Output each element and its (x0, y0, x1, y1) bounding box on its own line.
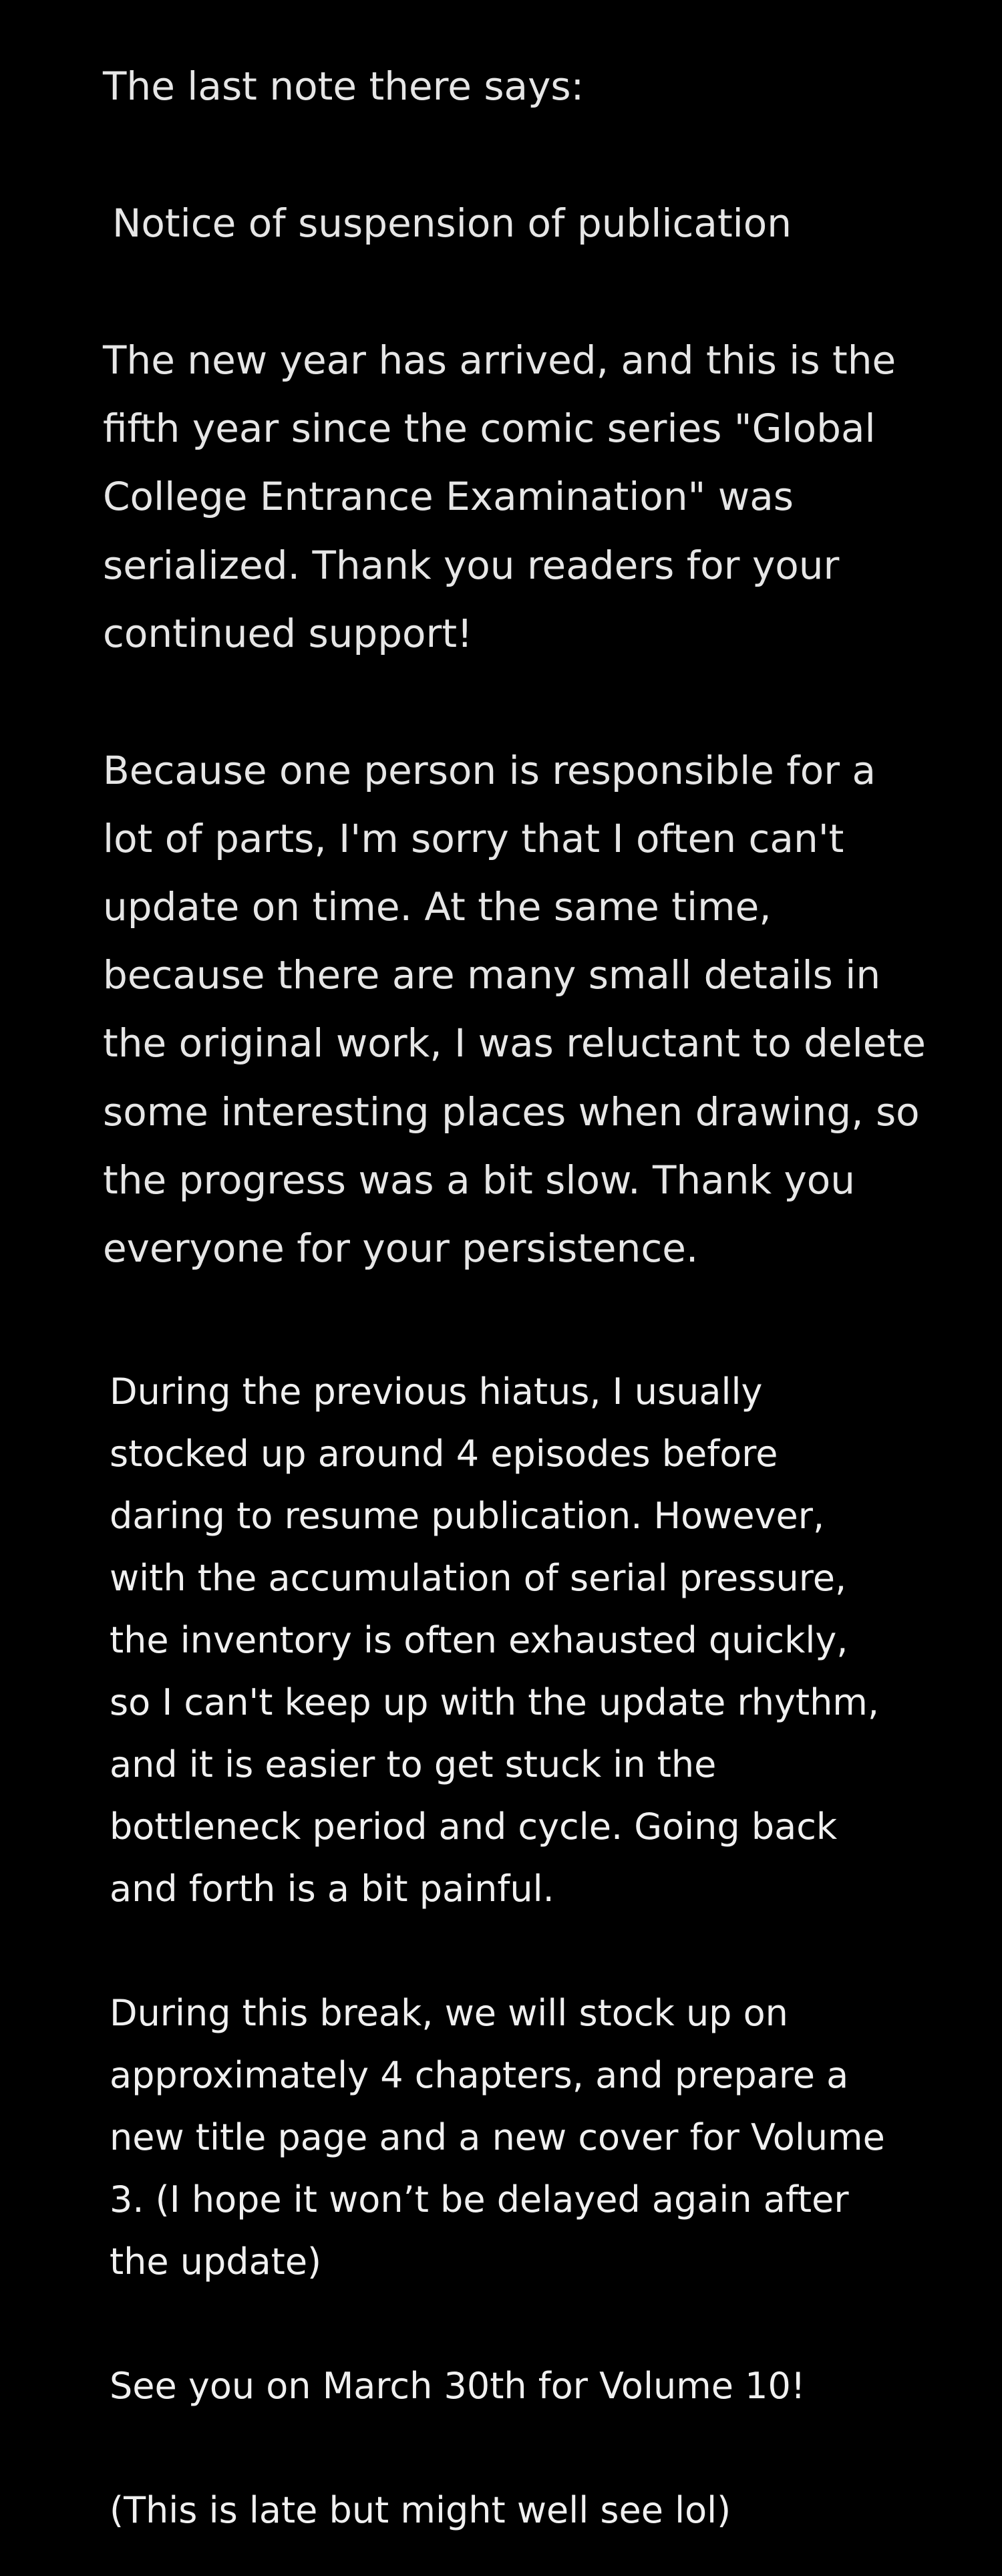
paragraph-2-line: lot of parts, I'm sorry that I often can't (103, 816, 844, 861)
paragraph-1-line: College Entrance Examination" was (103, 474, 794, 519)
paragraph-1-line: The new year has arrived, and this is the (103, 337, 896, 383)
paragraph-1-line: fifth year since the comic series "Global (103, 406, 876, 451)
paragraph-3-line: bottleneck period and cycle. Going back (110, 1806, 838, 1848)
paragraph-3-line: During the previous hiatus, I usually (110, 1371, 763, 1413)
paragraph-4-line: new title page and a new cover for Volume (110, 2116, 885, 2158)
paragraph-3-line: stocked up around 4 episodes before (110, 1433, 778, 1475)
paragraph-4-line: approximately 4 chapters, and prepare a (110, 2054, 849, 2096)
paragraph-2-line: update on time. At the same time, (103, 884, 772, 929)
closing-line: See you on March 30th for Volume 10! (110, 2365, 806, 2407)
paragraph-4-line: During this break, we will stock up on (110, 1992, 788, 2034)
paragraph-3-line: the inventory is often exhausted quickly, (110, 1619, 848, 1661)
paragraph-2-line: because there are many small details in (103, 952, 881, 998)
paragraph-3-line: and forth is a bit painful. (110, 1868, 554, 1910)
notice-title: Notice of suspension of publication (112, 200, 792, 246)
paragraph-2-line: Because one person is responsible for a (103, 748, 876, 793)
paragraph-4-line: the update) (110, 2241, 322, 2283)
paragraph-2-line: everyone for your persistence. (103, 1226, 699, 1271)
paragraph-3-line: so I can't keep up with the update rhythm, (110, 1681, 880, 1723)
paragraph-3-line: daring to resume publication. However, (110, 1495, 825, 1537)
paragraph-1-line: serialized. Thank you readers for your (103, 543, 840, 588)
paragraph-3-line: and it is easier to get stuck in the (110, 1743, 717, 1785)
paragraph-2-line: some interesting places when drawing, so (103, 1089, 920, 1135)
paragraph-2-line: the original work, I was reluctant to delete (103, 1020, 926, 1066)
paragraph-3-line: with the accumulation of serial pressure, (110, 1557, 847, 1599)
intro-line: The last note there says: (103, 63, 584, 109)
postscript-line: (This is late but might well see lol) (110, 2489, 731, 2531)
paragraph-1-line: continued support! (103, 611, 473, 656)
paragraph-2-line: the progress was a bit slow. Thank you (103, 1157, 856, 1203)
paragraph-4-line: 3. (I hope it won’t be delayed again after (110, 2178, 849, 2221)
